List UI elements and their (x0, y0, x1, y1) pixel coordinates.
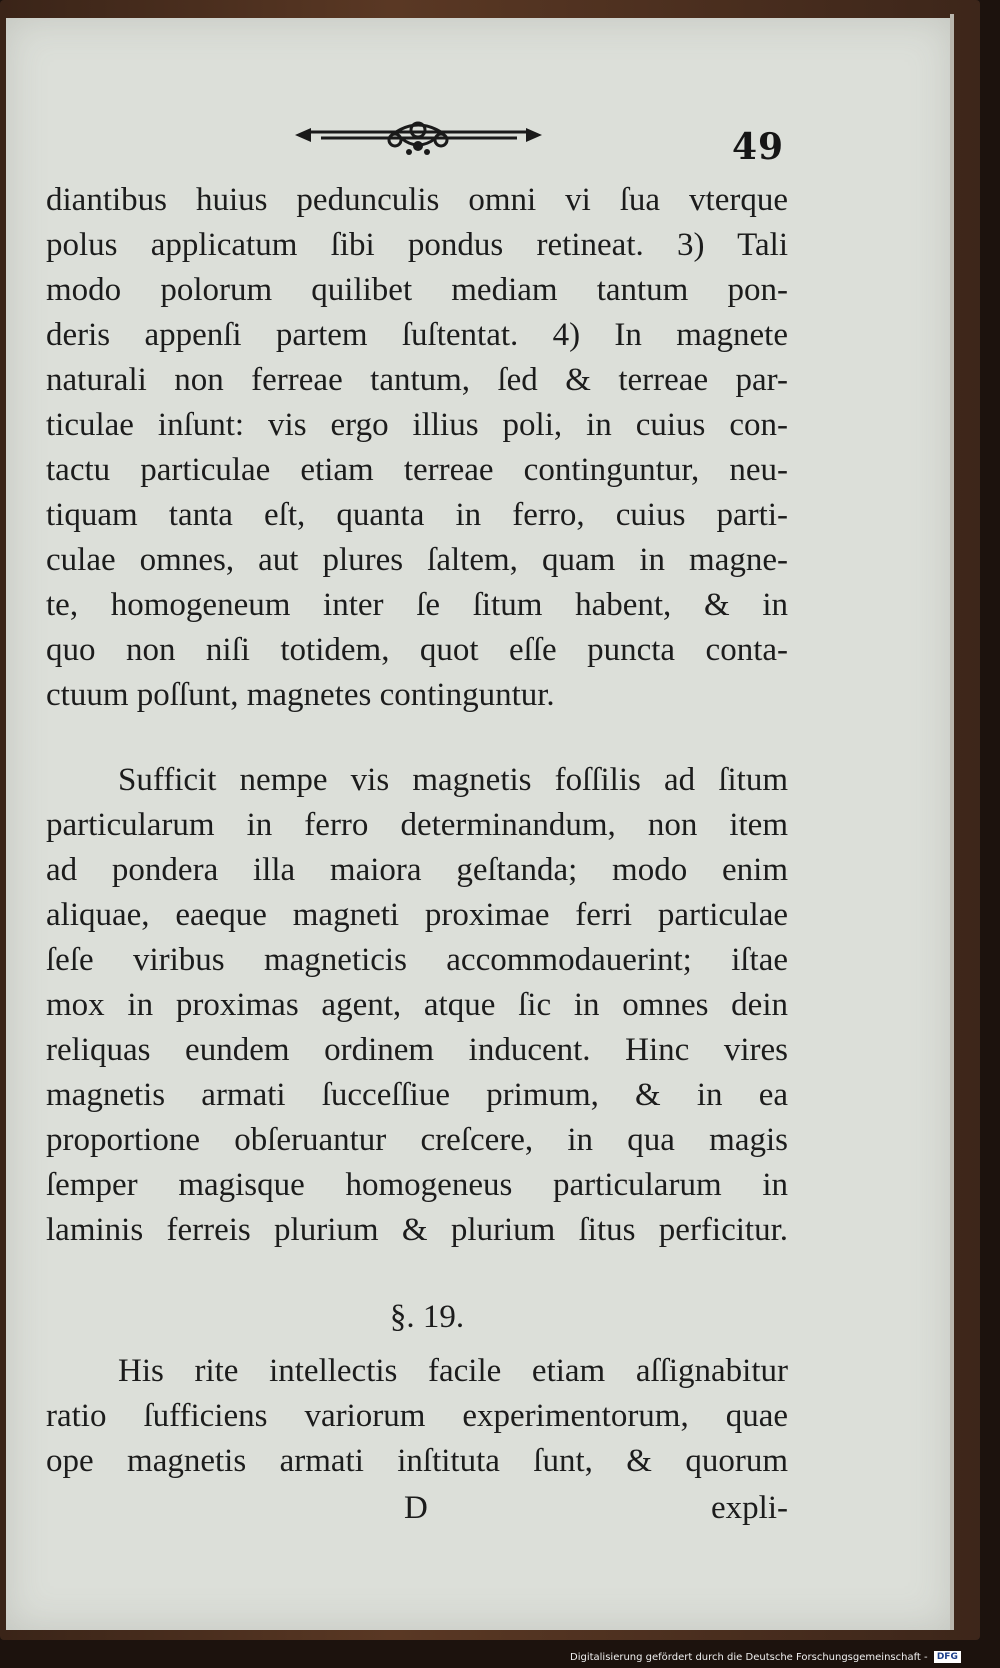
paragraph-1 (46, 178, 788, 718)
page-footer (46, 1486, 788, 1534)
page-edge (950, 14, 954, 1630)
text-line: te, homogeneum inter ſe ſitum habent, & in (46, 587, 788, 623)
digitization-credit (570, 1648, 1000, 1668)
text-line: aliquae, eaeque magneti proximae ferri particulae (46, 897, 788, 933)
text-line: ope magnetis armati inſtituta ſunt, & quorum (46, 1443, 788, 1479)
text-line: mox in proximas agent, atque ſic in omnes dein (46, 987, 788, 1023)
text-line: diantibus huius pedunculis omni vi ſua vterque (46, 182, 788, 218)
section-heading: §. 19. (389, 1299, 465, 1335)
catchword: expli- (711, 1490, 788, 1526)
text-line: ratio ſufficiens variorum experimentorum, quae (46, 1398, 788, 1434)
text-line: tactu particulae etiam terreae continguntur, neu- (46, 452, 788, 488)
text-line: magnetis armati ſucceſſiue primum, & in ea (46, 1077, 788, 1113)
text-line: laminis ferreis plurium & plurium ſitus perficitur. (46, 1212, 788, 1248)
text-line: naturali non ferreae tantum, ſed & terreae par- (46, 362, 788, 398)
ornament-icon (291, 116, 546, 164)
page-number: 49 (732, 126, 785, 168)
text-line: particularum in ferro determinandum, non item (46, 807, 788, 843)
page-body (46, 178, 788, 1534)
text-line: Sufficit nempe vis magnetis foſſilis ad ſitum (118, 762, 788, 798)
credit-text: Digitalisierung gefördert durch die Deutsche Forschungsgemeinschaft - (570, 1652, 928, 1663)
signature-mark: D (404, 1490, 428, 1526)
book-page (6, 18, 952, 1630)
text-line: ticulae inſunt: vis ergo illius poli, in cuius con- (46, 407, 788, 443)
text-line: modo polorum quilibet mediam tantum pon- (46, 272, 788, 308)
text-line: quo non niſi totidem, quot eſſe puncta conta- (46, 632, 788, 668)
text-line: tiquam tanta eſt, quanta in ferro, cuius parti- (46, 497, 788, 533)
paragraph-gap (46, 1253, 788, 1293)
text-line: ſemper magisque homogeneus particularum in (46, 1167, 788, 1203)
section-paragraph (46, 1349, 788, 1484)
text-line: proportione obſeruantur creſcere, in qua magis (46, 1122, 788, 1158)
text-line: His rite intellectis facile etiam aſſignabitur (118, 1353, 788, 1389)
dfg-logo: DFG (934, 1651, 961, 1663)
text-line: ſeſe viribus magneticis accommodauerint; iſtae (46, 942, 788, 978)
paragraph-gap (46, 718, 788, 758)
text-line: polus applicatum ſibi pondus retineat. 3) Tali (46, 227, 788, 263)
text-line: ctuum poſſunt, magnetes continguntur. (46, 677, 555, 713)
text-line: ad pondera illa maiora geſtanda; modo enim (46, 852, 788, 888)
text-line: deris appenſi partem ſuſtentat. 4) In magnete (46, 317, 788, 353)
paragraph-2 (46, 758, 788, 1253)
text-line: culae omnes, aut plures ſaltem, quam in magne- (46, 542, 788, 578)
text-line: reliquas eundem ordinem inducent. Hinc vires (46, 1032, 788, 1068)
